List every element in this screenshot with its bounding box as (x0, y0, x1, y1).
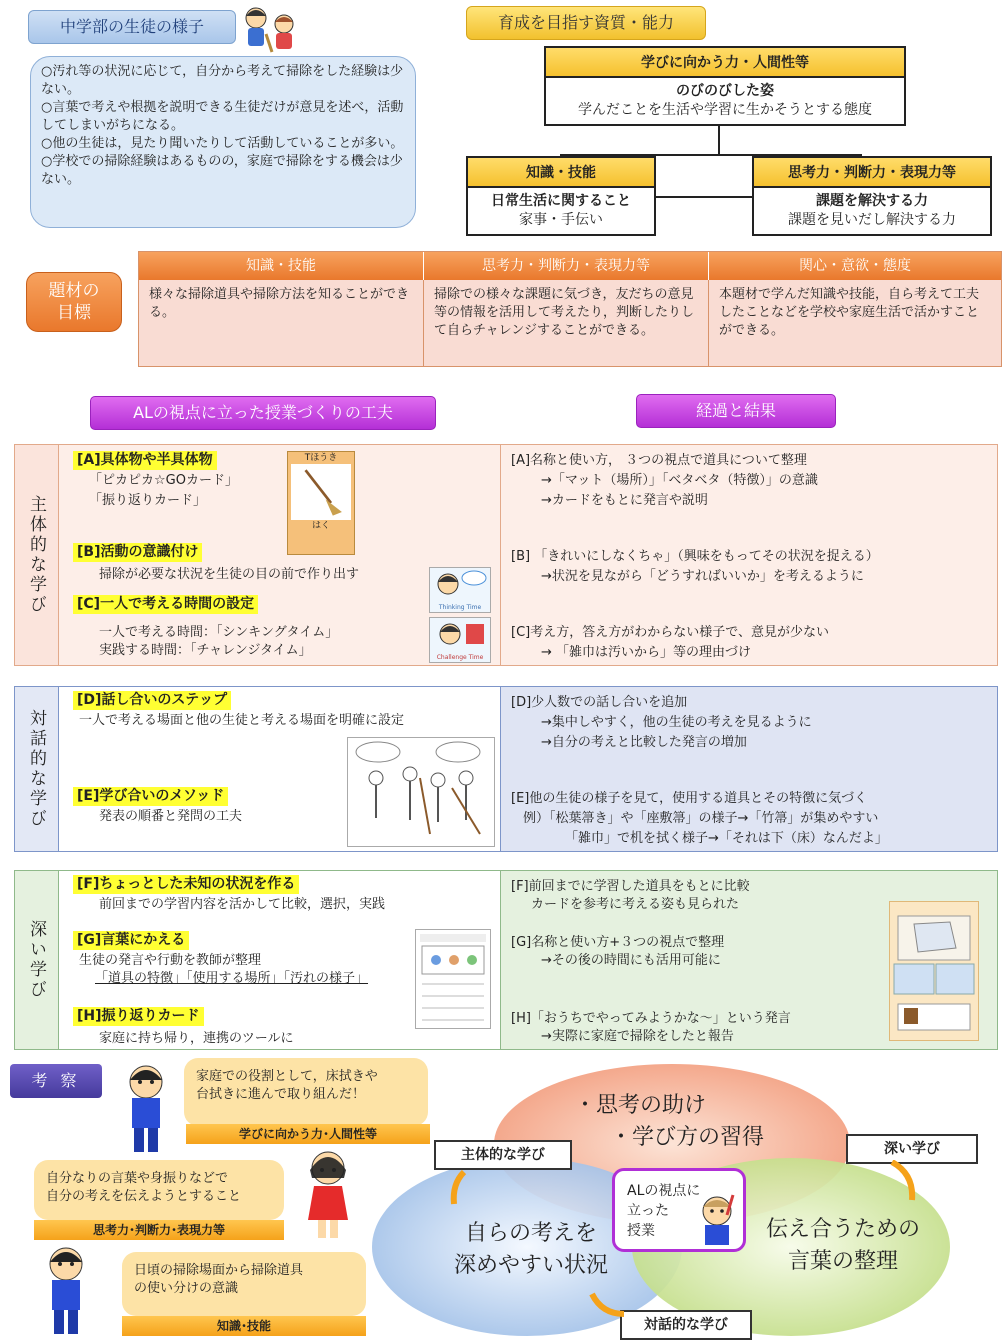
quality-top-head: 学びに向かう力・人間性等 (546, 48, 904, 78)
item-a-title: [A]具体物や半具体物 (73, 451, 217, 470)
tool-card-foot: はく (311, 521, 330, 531)
item-c-line: 一人で考える時間：「シンキングタイム」 (99, 625, 339, 640)
challenge-person-icon (430, 618, 490, 650)
reflection-bubble (34, 1160, 284, 1220)
item-c-title: [C]一人で考える時間の設定 (73, 595, 258, 614)
venn-left-text (436, 1218, 626, 1282)
venn-center-line: ALの視点に (627, 1183, 701, 1199)
students-tag: 中学部の生徒の様子 (28, 10, 236, 44)
arrow-icon (444, 1166, 474, 1206)
goal-header: 知識・技能 (139, 252, 424, 280)
item-g-title: [G]言葉にかえる (73, 931, 189, 950)
boy-icon (38, 1244, 94, 1336)
bubble-label: 思考力･判断力･表現力等 (34, 1220, 284, 1240)
girl-icon (300, 1148, 356, 1240)
venn-center-line: 立った (627, 1203, 669, 1219)
goal-table (138, 251, 1002, 367)
item-b-title: [B]活動の意識付け (73, 543, 202, 562)
thinking-person-icon (430, 568, 490, 600)
teacher-icon (695, 1191, 741, 1247)
result-line: カードを参考に考える姿も見られた (531, 897, 740, 912)
venn-center-box (612, 1168, 746, 1252)
bubble-line: 自分の考えを伝えようとすること (46, 1189, 242, 1204)
item-a-line: 「ピカピカ☆GOカード」 (89, 473, 238, 488)
venn-left-line: 深めやすい状況 (453, 1253, 608, 1278)
reflection-bubble (122, 1252, 366, 1316)
panel-label: 対話的な学び (15, 687, 59, 851)
result-line: [F]前回までに学習した道具をもとに比較 (511, 879, 750, 894)
item-h-title: [H]振り返りカード (73, 1007, 204, 1026)
panel-fukai (14, 870, 998, 1050)
connector (654, 196, 754, 198)
goal-cell: 様々な掃除道具や掃除方法を知ることができる。 (139, 280, 424, 366)
result-line: [B] 「きれいにしなくちゃ」（興味をもってその状況を捉える） (511, 549, 879, 564)
quality-top-desc: 学んだことを生活や学習に生かそうとする態度 (578, 102, 872, 118)
item-c-line: 実践する時間：「チャレンジタイム」 (99, 643, 312, 658)
goal-cell: 掃除での様々な課題に気づき，友だちの意見等の情報を活用して考えたり，判断したりして自らチャレンジすることができる。 (424, 280, 709, 366)
bubble-label: 学びに向かう力･人間性等 (186, 1124, 430, 1144)
item-e-line: 発表の順番と発問の工夫 (99, 809, 243, 824)
challenge-time-card (429, 617, 491, 663)
result-line: →実際に家庭で掃除をしたと報告 (541, 1029, 734, 1044)
result-line: →「マット（場所）」「ベタベタ（特徴）」の意識 (541, 473, 818, 488)
result-line: →その後の時間にも活用可能に (541, 953, 721, 968)
item-h-line: 家庭に持ち帰り，連携のツールに (99, 1031, 294, 1046)
venn-top-text (574, 1090, 794, 1154)
worksheet-icon (416, 930, 490, 1028)
board-icon (890, 902, 978, 1040)
venn-right-line: 伝え合うための (765, 1217, 920, 1242)
venn-center-line: 授業 (627, 1223, 655, 1239)
result-line: →状況を見ながら「どうすればいいか」を考えるように (541, 569, 864, 584)
connector (718, 126, 720, 156)
panel-left (59, 687, 501, 851)
item-g-line: 生徒の発言や行動を教師が整理 (79, 953, 262, 968)
boy-icon (118, 1062, 174, 1154)
bubble-label: 知識･技能 (122, 1316, 366, 1336)
panel-right (501, 871, 997, 1049)
result-line: →カードをもとに発言や説明 (541, 493, 708, 508)
note-line: ○学校での掃除経験はあるものの，家庭で掃除をする機会は少ない。 (41, 154, 403, 187)
bubble-line: 家庭での役割として，床拭きや (196, 1069, 378, 1084)
al-tag: ALの視点に立った授業づくりの工夫 (90, 396, 436, 430)
result-line: →集中しやすく，他の生徒の考えを見るように (541, 715, 812, 730)
students-group-icon (348, 738, 494, 846)
students-notes (30, 56, 416, 228)
quality-left-desc: 家事・手伝い (519, 212, 603, 228)
cleaning-children-icon (238, 4, 300, 56)
tool-card-illustration (287, 451, 355, 555)
broom-icon (291, 464, 351, 520)
arrow-icon (588, 1290, 628, 1320)
arrow-icon (888, 1160, 924, 1204)
item-e-title: [E]学び合いのメソッド (73, 787, 228, 806)
panel-label: 深い学び (15, 871, 59, 1049)
reflection-bubble (184, 1058, 428, 1126)
quality-left-head: 知識・技能 (468, 158, 654, 188)
panel-right (501, 445, 997, 665)
result-line: [C]考え方，答え方がわからない様子で、意見が少ない (511, 625, 829, 640)
label-shutai: 主体的な学び (434, 1140, 572, 1170)
venn-left-line: 自らの考えを (464, 1221, 597, 1246)
result-line: → 「雑巾は汚いから」等の理由づけ (541, 645, 752, 660)
consider-tag: 考 察 (10, 1064, 102, 1098)
item-g-line: 「道具の特徴」「使用する場所」「汚れの様子」 (95, 971, 369, 986)
goal-tag (26, 272, 122, 332)
venn-right-line: 言葉の整理 (787, 1249, 898, 1274)
quality-right-head: 思考力・判断力・表現力等 (754, 158, 990, 188)
quality-top-title: のびのびした姿 (676, 83, 774, 99)
item-f-line: 前回までの学習内容を活かして比較，選択，実践 (99, 897, 386, 912)
quality-left-box (466, 156, 656, 236)
panel-left (59, 445, 501, 665)
students-discussion-illustration (347, 737, 495, 847)
note-line: ○他の生徒は，見たり聞いたりして活動していることが多い。 (41, 136, 404, 151)
result-tag: 経過と結果 (636, 394, 836, 428)
quality-top-box (544, 46, 906, 126)
panel-label: 主体的な学び (15, 445, 59, 665)
venn-top-line: ・思考の助け (574, 1093, 707, 1118)
goal-tag-line: 題材の (48, 281, 100, 301)
item-f-title: [F]ちょっとした未知の状況を作る (73, 875, 299, 894)
panel-left (59, 871, 501, 1049)
result-line: [D]少人数での話し合いを追加 (511, 695, 688, 710)
label-fukai: 深い学び (846, 1134, 978, 1164)
bubble-line: の使い分けの意識 (134, 1281, 239, 1296)
item-b-line: 掃除が必要な状況を生徒の目の前で作り出す (99, 567, 360, 582)
goal-header: 関心・意欲・態度 (709, 252, 1001, 280)
thinking-time-label: Thinking Time (438, 604, 482, 611)
result-line: [H]「おうちでやってみようかな～」という発言 (511, 1011, 791, 1026)
board-photo (889, 901, 979, 1041)
goal-header: 思考力・判断力・表現力等 (424, 252, 709, 280)
venn-top-line: ・学び方の習得 (610, 1125, 765, 1150)
reflection-sheet-illustration (415, 929, 491, 1029)
label-taiwa: 対話的な学び (620, 1310, 752, 1340)
goal-cell: 本題材で学んだ知識や技能，自ら考えて工夫したことなどを学校や家庭生活で活かすことができる。 (719, 287, 980, 338)
item-a-line: 「振り返りカード」 (89, 493, 207, 508)
quality-left-title: 日常生活に関すること (491, 193, 631, 209)
thinking-time-card (429, 567, 491, 613)
bubble-line: 自分なりの言葉や身振りなどで (46, 1171, 229, 1186)
result-line: 「雑巾」で机を拭く様子→「それは下（床）なんだよ」 (565, 831, 888, 846)
goal-tag-line: 目標 (57, 303, 91, 323)
result-line: [A]名称と使い方， ３つの視点で道具について整理 (511, 453, 807, 468)
tool-card-title: Tほうき (304, 453, 338, 463)
panel-taiwa (14, 686, 998, 852)
item-d-line: 一人で考える場面と他の生徒と考える場面を明確に設定 (79, 713, 405, 728)
quality-right-box (752, 156, 992, 236)
challenge-time-label: Challenge Time (436, 654, 484, 661)
result-line: [E]他の生徒の様子を見て，使用する道具とその特徴に気づく (511, 791, 868, 806)
item-d-title: [D]話し合いのステップ (73, 691, 231, 710)
bubble-line: 台拭きに進んで取り組んだ！ (196, 1087, 366, 1102)
note-line: ○言葉で考えや根拠を説明できる生徒だけが意見を述べ，活動してしまいがちになる。 (41, 100, 404, 133)
venn-right-text (748, 1214, 938, 1278)
result-line: →自分の考えと比較した発言の増加 (541, 735, 747, 750)
panel-shutai (14, 444, 998, 666)
panel-right (501, 687, 997, 851)
qualities-tag: 育成を目指す資質・能力 (466, 6, 706, 40)
quality-right-desc: 課題を見いだし解決する力 (788, 212, 956, 228)
bubble-line: 日頃の掃除場面から掃除道具 (134, 1263, 304, 1278)
result-line: 例）「松葉箒き」や「座敷箒」の様子→「竹箒」が集めやすい (523, 811, 879, 826)
quality-right-title: 課題を解決する力 (816, 193, 928, 209)
result-line: [G]名称と使い方+３つの視点で整理 (511, 935, 725, 950)
note-line: ○汚れ等の状況に応じて，自分から考えて掃除をした経験は少ない。 (41, 64, 404, 97)
